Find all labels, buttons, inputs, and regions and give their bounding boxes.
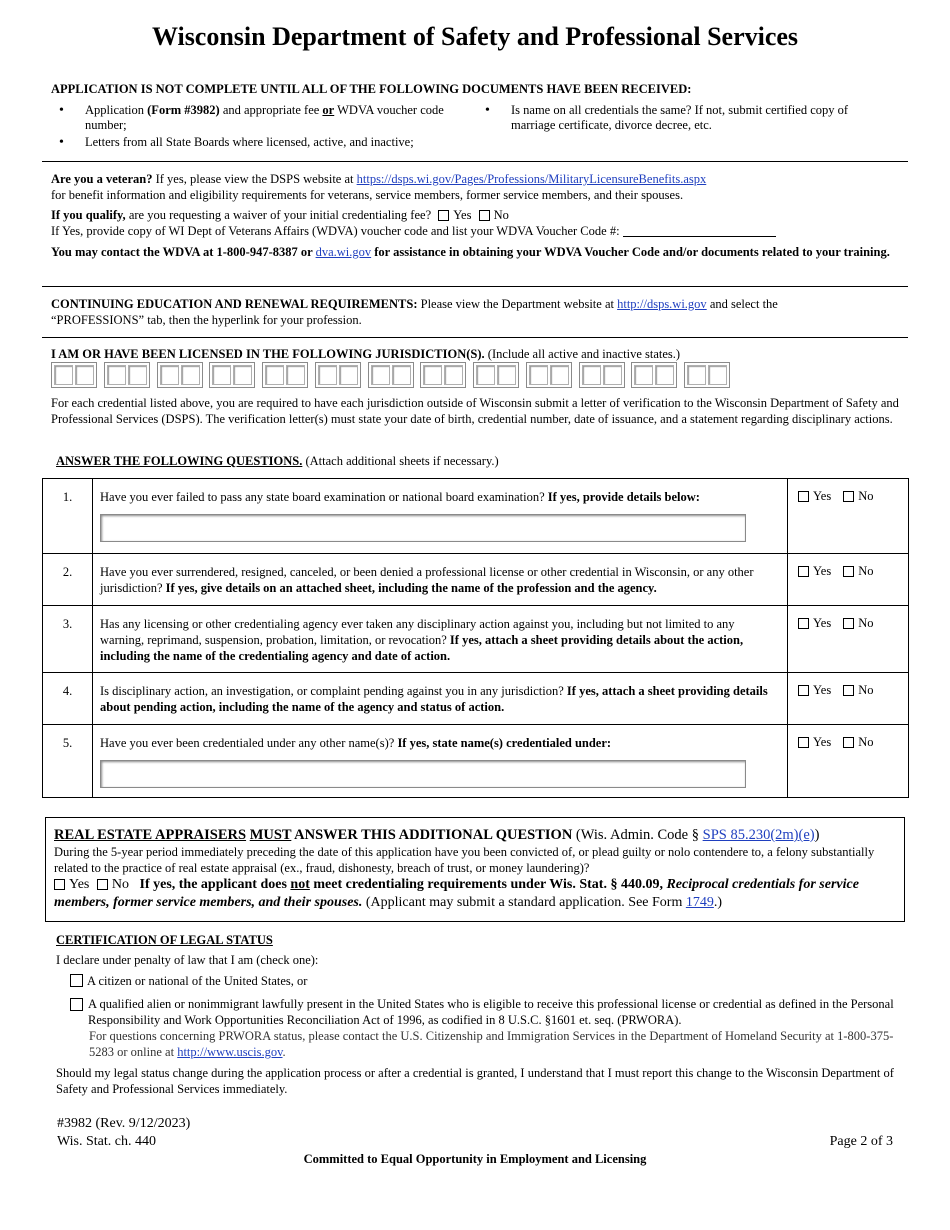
questions-table: [42, 478, 909, 798]
question-text: Have you ever surrendered, resigned, canceled, or been denied a professional license or other credential in Wisconsin, or any other jurisdiction? If yes, give details on an attached sheet, including the name of the profession and the agency.: [93, 554, 788, 606]
certification-declare: I declare under penalty of law that I am (check one):: [56, 953, 319, 967]
divider: [42, 337, 908, 338]
question-answer: Yes No: [788, 479, 909, 554]
question-answer: Yes No: [788, 673, 909, 725]
question-answer: Yes No: [788, 554, 909, 606]
page-number: Page 2 of 3: [829, 1134, 893, 1149]
prwora-info: For questions concerning PRWORA status, please contact the U.S. Citizenship and Immigration Services in the Department of Homeland Security at 1-800-375-5283 or online at http://www.uscis.gov.: [89, 1029, 894, 1059]
question-row: [43, 606, 909, 673]
jurisdiction-input[interactable]: [579, 362, 625, 388]
q2-no-checkbox[interactable]: [843, 566, 854, 577]
q4-no-checkbox[interactable]: [843, 685, 854, 696]
divider: [42, 161, 908, 162]
jurisdiction-input[interactable]: [157, 362, 203, 388]
documents-item-name: • Is name on all credentials the same? If not, submit certified copy of marriage certificate, divorce decree, etc.: [477, 103, 887, 133]
page-title: Wisconsin Department of Safety and Professional Services: [151, 22, 799, 51]
jurisdiction-input[interactable]: [631, 362, 677, 388]
status-change-notice: Should my legal status change during the application process or after a credential is granted, I understand that I must report this change to the Wisconsin Department of Safety and Professional Services immediately.: [56, 1066, 894, 1096]
question-row: [43, 554, 909, 606]
documents-item-letters: • Letters from all State Boards where licensed, active, and inactive;: [51, 135, 461, 150]
q3-no-checkbox[interactable]: [843, 618, 854, 629]
form-number: #3982 (Rev. 9/12/2023): [57, 1116, 191, 1131]
qualified-alien-checkbox[interactable]: [70, 998, 83, 1011]
questions-heading: ANSWER THE FOLLOWING QUESTIONS. (Attach additional sheets if necessary.): [56, 454, 499, 468]
q5-yes-checkbox[interactable]: [798, 737, 809, 748]
question-number: 4.: [43, 673, 93, 725]
question-5-names-input[interactable]: [100, 760, 746, 788]
form-1749-link[interactable]: 1749: [685, 895, 714, 910]
appraiser-yes-checkbox[interactable]: [54, 879, 65, 890]
voucher-code-field[interactable]: [623, 224, 776, 237]
jurisdiction-input[interactable]: [684, 362, 730, 388]
voucher-line: If Yes, provide copy of WI Dept of Veterans Affairs (WDVA) voucher code and list your WDVA Voucher Code #:: [51, 223, 911, 239]
question-row: [43, 725, 909, 798]
question-1-details-input[interactable]: [100, 514, 746, 542]
documents-list-left: [51, 103, 461, 152]
continuing-education: CONTINUING EDUCATION AND RENEWAL REQUIREMENTS: Please view the Department website at http://dsps.wi.gov and select the: [51, 297, 778, 311]
appraisers-heading: REAL ESTATE APPRAISERS MUST ANSWER THIS ADDITIONAL QUESTION (Wis. Admin. Code § SPS 85.230(2m)(e)): [54, 827, 820, 843]
jurisdiction-input[interactable]: [262, 362, 308, 388]
military-benefits-link[interactable]: https://dsps.wi.gov/Pages/Professions/MilitaryLicensureBenefits.aspx: [356, 172, 707, 186]
waiver-no-checkbox[interactable]: [479, 210, 490, 221]
jurisdiction-input[interactable]: [368, 362, 414, 388]
jurisdictions-heading: I AM OR HAVE BEEN LICENSED IN THE FOLLOWING JURISDICTION(S). (Include all active and inactive states.): [51, 347, 681, 361]
wdva-link[interactable]: dva.wi.gov: [315, 245, 372, 259]
footer-motto: Committed to Equal Opportunity in Employment and Licensing: [303, 1152, 647, 1166]
citizen-checkbox[interactable]: [70, 974, 83, 987]
question-number: 5.: [43, 725, 93, 798]
q1-no-checkbox[interactable]: [843, 491, 854, 502]
question-answer: Yes No: [788, 606, 909, 673]
jurisdiction-input[interactable]: [104, 362, 150, 388]
jurisdiction-input[interactable]: [51, 362, 97, 388]
appraisers-question: During the 5-year period immediately preceding the date of this application have you been convicted of, or plead guilty or nolo contendere to, a felony substantially related to the practice of real estate appraisal (ex., fraud, dishonesty, breach of trust, or money laundering)?: [54, 845, 875, 875]
veteran-info: for benefit information and eligibility requirements for veterans, service members, former service members, and their spouses.: [51, 188, 684, 202]
jurisdiction-input[interactable]: [209, 362, 255, 388]
question-number: 1.: [43, 479, 93, 554]
appraiser-no-checkbox[interactable]: [97, 879, 108, 890]
question-row: [43, 479, 909, 554]
dsps-link[interactable]: http://dsps.wi.gov: [617, 297, 707, 311]
jurisdiction-input[interactable]: [315, 362, 361, 388]
question-number: 2.: [43, 554, 93, 606]
wdva-contact: You may contact the WDVA at 1-800-947-8387 or dva.wi.gov for assistance in obtaining your WDVA Voucher Code and/or documents related to your training.: [51, 245, 890, 259]
waiver-yes-checkbox[interactable]: [438, 210, 449, 221]
waiver-question: If you qualify, are you requesting a waiver of your initial credentialing fee? Yes No: [51, 208, 509, 222]
question-number: 3.: [43, 606, 93, 673]
question-text: Has any licensing or other credentialing agency ever taken any disciplinary action against you, including but not limited to any warning, reprimand, suspension, probation, limitation, or revocation? If yes, attach a sheet providing details about the action, including the name of the credentialing agency and date of action.: [93, 606, 788, 673]
question-text: Have you ever been credentialed under any other name(s)? If yes, state name(s) credentialed under:: [93, 725, 788, 798]
q4-yes-checkbox[interactable]: [798, 685, 809, 696]
q2-yes-checkbox[interactable]: [798, 566, 809, 577]
documents-item-application: • Application (Form #3982) and appropriate fee or WDVA voucher code number;: [51, 103, 461, 133]
sps-code-link[interactable]: SPS 85.230(2m)(e): [702, 827, 815, 843]
documents-list-right: [477, 103, 887, 135]
statute-reference: Wis. Stat. ch. 440: [57, 1134, 156, 1149]
question-text: Have you ever failed to pass any state board examination or national board examination? If yes, provide details below:: [93, 479, 788, 554]
documents-heading: APPLICATION IS NOT COMPLETE UNTIL ALL OF THE FOLLOWING DOCUMENTS HAVE BEEN RECEIVED:: [51, 82, 692, 96]
alien-option-text: A qualified alien or nonimmigrant lawfully present in the United States who is eligible to receive this professional license or credential as defined in the Personal Responsibility and Work Opportunities Reconciliation Act of 1996, as codified in 8 U.S.C. §1601 et. seq. (PRWORA).: [88, 997, 894, 1027]
question-row: [43, 673, 909, 725]
question-text: Is disciplinary action, an investigation, or complaint pending against you in any jurisdiction? If yes, attach a sheet providing details about pending action, including the name of the agency and status of action.: [93, 673, 788, 725]
veteran-question: Are you a veteran? If yes, please view the DSPS website at https://dsps.wi.gov/Pages/Professions/MilitaryLicensureBenefits.aspx: [51, 172, 707, 186]
citizen-option: A citizen or national of the United States, or: [70, 973, 900, 989]
q3-yes-checkbox[interactable]: [798, 618, 809, 629]
alien-option: [70, 996, 900, 1060]
appraisers-answer: Yes No If yes, the applicant does not meet credentialing requirements under Wis. Stat. § 440.09, Reciprocal credentials for service members, former service members, and their spouses. (Applicant may submit a standard application. See Form 1749.): [54, 877, 859, 910]
continuing-education-line2: “PROFESSIONS” tab, then the hyperlink for your profession.: [51, 313, 362, 327]
q5-no-checkbox[interactable]: [843, 737, 854, 748]
question-answer: Yes No: [788, 725, 909, 798]
appraisers-box: [45, 817, 905, 922]
certification-heading: CERTIFICATION OF LEGAL STATUS: [56, 933, 273, 947]
jurisdiction-input[interactable]: [526, 362, 572, 388]
jurisdiction-input[interactable]: [420, 362, 466, 388]
uscis-link[interactable]: http://www.uscis.gov: [177, 1045, 283, 1059]
q1-yes-checkbox[interactable]: [798, 491, 809, 502]
jurisdictions-instructions: For each credential listed above, you are required to have each jurisdiction outside of Wisconsin submit a letter of verification to the Wisconsin Department of Safety and Professional Services (DSPS). The verification letter(s) must state your date of birth, credential number, date of issuance, and a statement regarding disciplinary actions.: [51, 396, 899, 426]
jurisdiction-input[interactable]: [473, 362, 519, 388]
divider: [42, 286, 908, 287]
